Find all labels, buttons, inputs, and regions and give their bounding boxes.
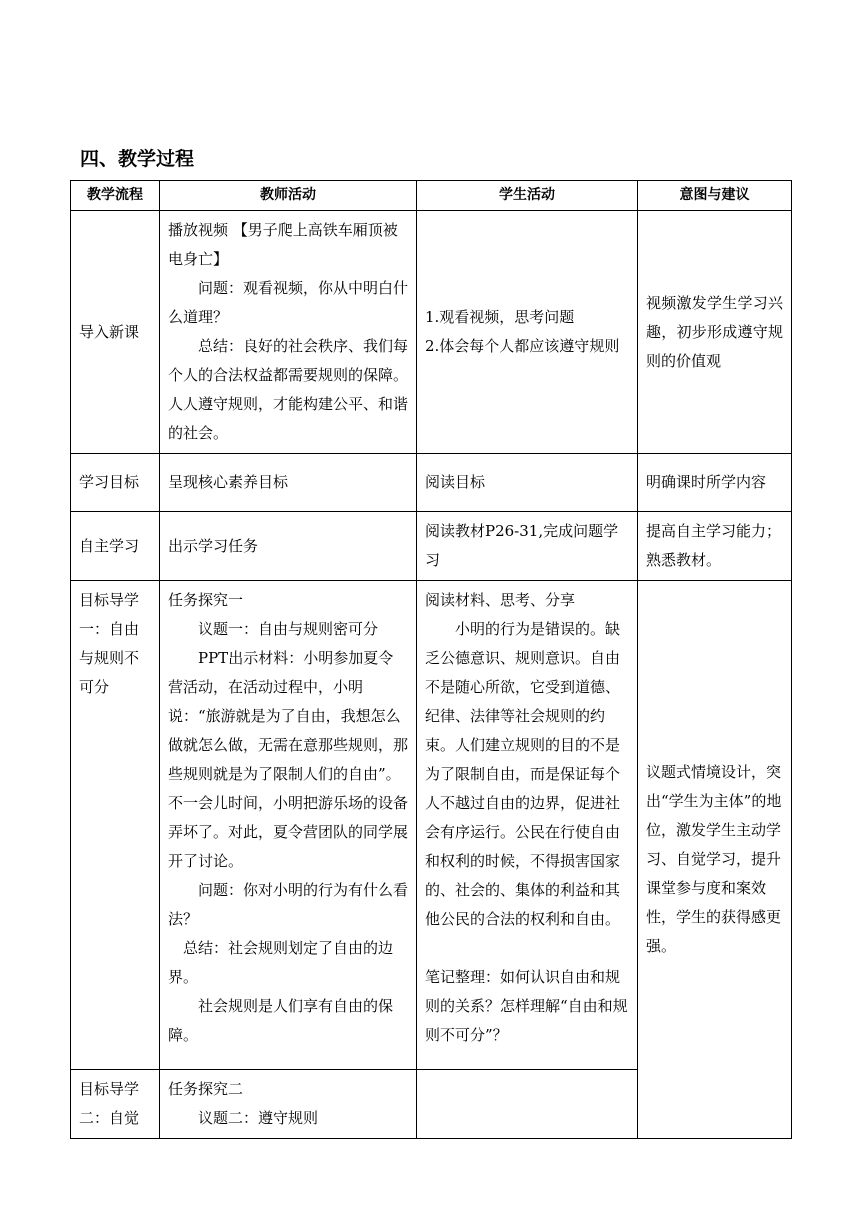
stage-cell: [71, 581, 160, 1070]
student-cell: [417, 581, 638, 1070]
student-text: 阅读目标: [425, 473, 486, 491]
stage-label: 目标导学二：自觉: [79, 1080, 140, 1127]
table-row: [71, 581, 792, 1070]
teacher-text: 任务探究一: [168, 591, 244, 609]
teacher-text: 任务探究二: [168, 1080, 244, 1098]
intent-cell: [638, 211, 792, 454]
teacher-text: 总结：社会规则划定了自由的边界。: [168, 939, 394, 986]
intent-text: 视频激发学生学习兴趣，初步形成遵守规则的价值观: [646, 293, 783, 370]
header-stage: 教学流程: [71, 181, 160, 211]
table-header-row: [71, 181, 792, 211]
teacher-text: 议题一：自由与规则密可分: [198, 620, 379, 638]
student-cell: [417, 211, 638, 454]
teacher-text: 问题：观看视频，你从中明白什么道理？: [168, 279, 409, 326]
header-intent: 意图与建议: [638, 181, 792, 211]
table-row: [71, 454, 792, 512]
student-text: 1.观看视频，思考问题: [425, 308, 575, 326]
teacher-cell: [160, 512, 417, 581]
table-row: [71, 211, 792, 454]
teacher-text: 呈现核心素养目标: [168, 473, 289, 491]
stage-label: 自主学习: [79, 536, 140, 555]
teacher-cell: [160, 581, 417, 1070]
stage-label: 学习目标: [79, 473, 140, 491]
teaching-process-table: [70, 180, 792, 1139]
table-row: [71, 512, 792, 581]
teacher-text: 播放视频 【男子爬上高铁车厢顶被电身亡】: [168, 221, 398, 268]
student-text: 笔记整理：如何认识自由和规则的关系？怎样理解“自由和规则不可分”？: [425, 968, 628, 1044]
stage-cell: [71, 1070, 160, 1139]
stage-label: 目标导学一：自由与规则不可分: [79, 591, 140, 696]
student-text: 小明的行为是错误的。缺乏公德意识、规则意识。自由不是随心所欲，它受到道德、纪律、法律等社会规则的约束。人们建立规则的目的不是为了限制自由，而是保证每个人不越过自由的边界，促进社会有序运行。公民在行使自由和权利的时候，不得损害国家的、社会的、集体的利益和其他公民的合法的权利和自由。: [425, 620, 621, 928]
teacher-text: 出示学习任务: [168, 536, 259, 555]
student-text: 2.体会每个人都应该遵守规则: [425, 337, 620, 355]
header-teacher: 教师活动: [160, 181, 417, 211]
intent-cell: [638, 454, 792, 512]
section-title: 四、教学过程: [80, 148, 195, 170]
intent-text: 提高自主学习能力；熟悉教材。: [646, 522, 782, 569]
student-text: 阅读材料、思考、分享: [425, 591, 576, 609]
teacher-text: PPT出示材料：小明参加夏令营活动，在活动过程中，小明说：“旅游就是为了自由，我想怎么做就怎么做，无需在意那些规则，那些规则就是为了限制人们的自由”。不一会儿时间，小明把游乐场的设备弄坏了。对此，夏令营团队的同学展开了讨论。: [168, 649, 409, 870]
intent-text: 议题式情境设计，突出“学生为主体”的地位，激发学生主动学习、自觉学习，提升课堂参与度和案效性，学生的获得感更强。: [646, 763, 782, 955]
teacher-text: 社会规则是人们享有自由的保障。: [168, 997, 394, 1044]
teacher-text: 总结：良好的社会秩序、我们每个人的合法权益都需要规则的保障。人人遵守规则，才能构建公平、和谐的社会。: [168, 337, 409, 442]
student-cell: [417, 1070, 638, 1139]
intent-cell: [638, 512, 792, 581]
stage-cell: [71, 454, 160, 512]
teacher-cell: [160, 211, 417, 454]
teacher-text: 问题：你对小明的行为有什么看法？: [168, 881, 409, 928]
teacher-cell: [160, 454, 417, 512]
header-student: 学生活动: [417, 181, 638, 211]
student-text: 阅读教材P26-31,完成问题学习: [425, 522, 619, 569]
intent-cell: [638, 581, 792, 1139]
teacher-cell: [160, 1070, 417, 1139]
teacher-text: 议题二：遵守规则: [198, 1109, 319, 1127]
stage-cell: [71, 211, 160, 454]
stage-cell: [71, 512, 160, 581]
stage-label: 导入新课: [79, 322, 140, 341]
intent-text: 明确课时所学内容: [646, 473, 767, 491]
student-cell: [417, 512, 638, 581]
student-cell: [417, 454, 638, 512]
